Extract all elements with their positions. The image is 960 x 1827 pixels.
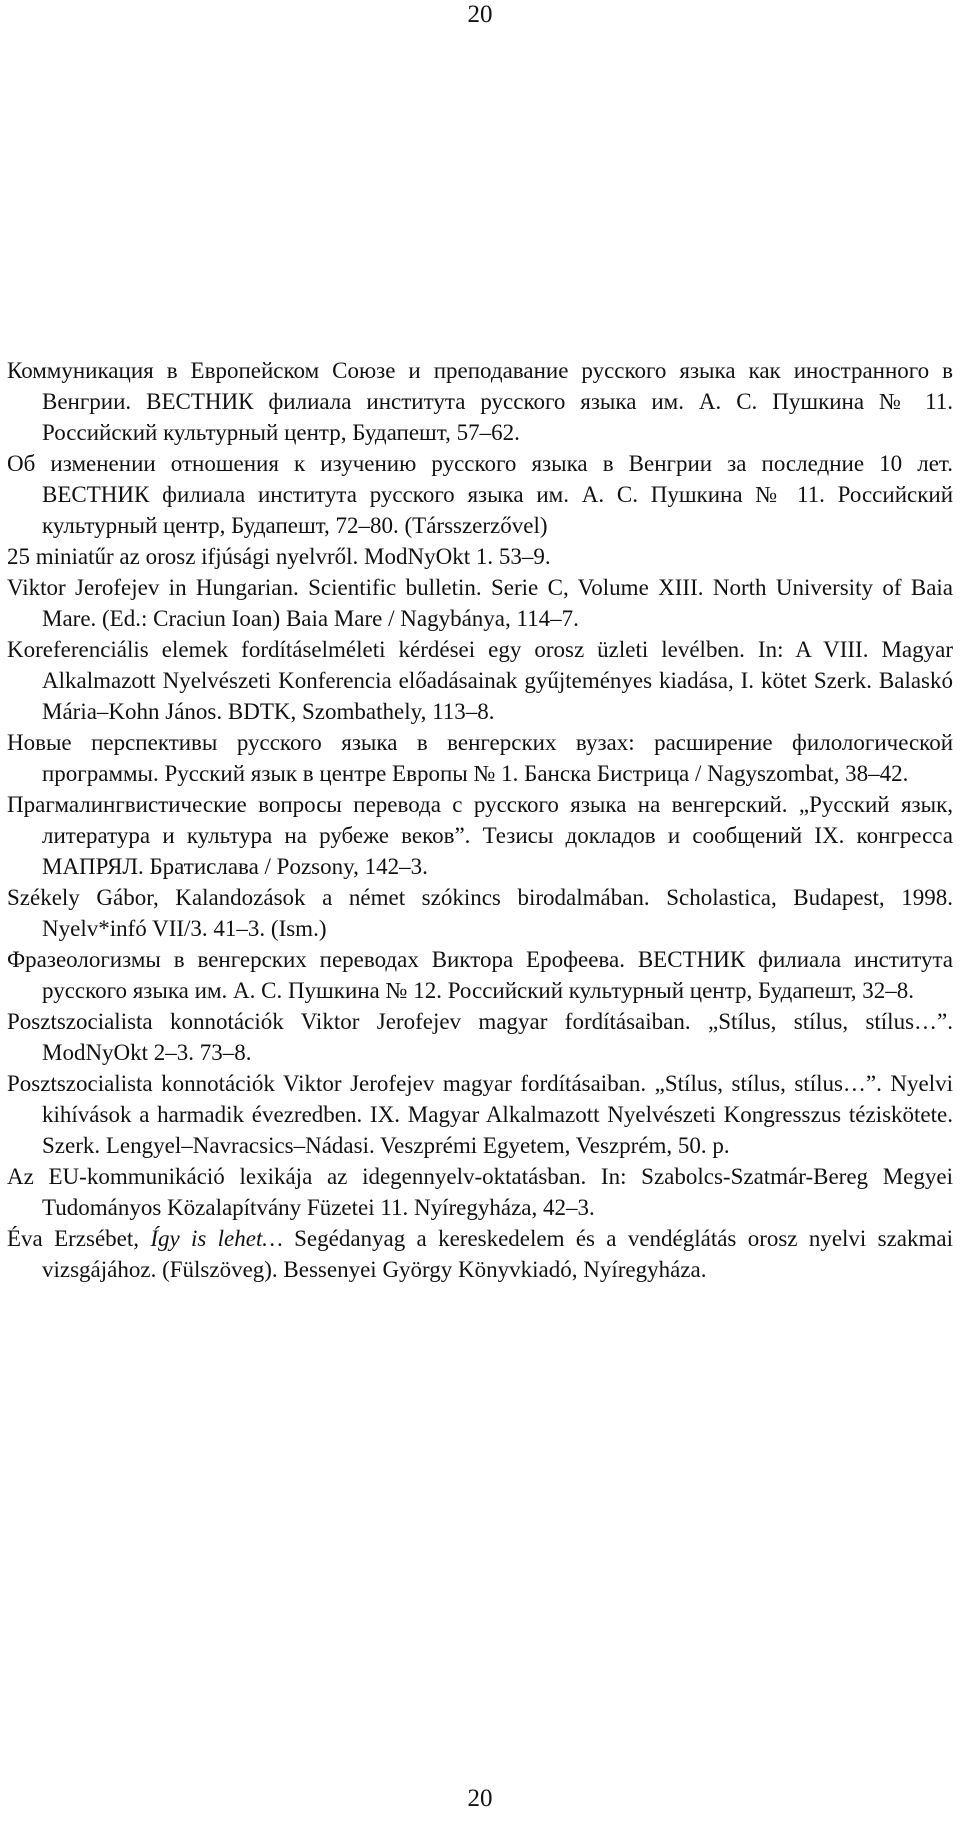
- page-number-bottom: 20: [467, 1785, 493, 1812]
- bibliography-entry: Прагмалингвистические вопросы перевода с русского языка на венгерский. „Русский язык, литература и культура на рубеже веков”. Тезисы докладов и сообщений IX. конгресса МАПРЯЛ. Братислава / Pozsony, 142–3.: [7, 792, 953, 879]
- bibliography-entry: Posztszocialista konnotációk Viktor Jerofejev magyar fordításaiban. „Stílus, stílus, stílus…”. ModNyOkt 2–3. 73–8.: [7, 1009, 953, 1065]
- bibliography-entry: Az EU-kommunikáció lexikája az idegennyelv-oktatásban. In: Szabolcs-Szatmár-Bereg Megyei Tudományos Közalapítvány Füzetei 11. Nyíregyháza, 42–3.: [7, 1164, 953, 1220]
- bibliography-entry: Székely Gábor, Kalandozások a német szókincs birodalmában. Scholastica, Budapest, 1998. Nyelv*infó VII/3. 41–3. (Ism.): [7, 885, 953, 941]
- entry-details: Segédanyag a kereskedelem és a vendéglátás orosz nyelvi szakmai vizsgájához. (Fülszöveg). Bessenyei György Könyvkiadó, Nyíregyháza.: [42, 1226, 953, 1282]
- bibliography-entry: Коммуникация в Европейском Союзе и преподавание русского языка как иностранного в Венгрии. ВЕСТНИК филиала института русского языка им. А. С. Пушкина № 11. Российский культурный центр, Будапешт, 57–62.: [7, 358, 953, 445]
- bibliography-entry: Фразеологизмы в венгерских переводах Виктора Ерофеева. ВЕСТНИК филиала института русского языка им. А. С. Пушкина № 12. Российский культурный центр, Будапешт, 32–8.: [7, 947, 953, 1003]
- entry-author: Éva Erzsébet,: [7, 1226, 151, 1251]
- bibliography-entry: Koreferenciális elemek fordításelméleti kérdései egy orosz üzleti levélben. In: A VIII. Magyar Alkalmazott Nyelvészeti Konferencia előadásainak gyűjteményes kiadása, I. kötet Szerk. Balaskó Mária–Kohn János. BDTK, Szombathely, 113–8.: [7, 637, 953, 724]
- bibliography-entry: Об изменении отношения к изучению русского языка в Венгрии за последние 10 лет. ВЕСТНИК филиала института русского языка им. А. С. Пушкина № 11. Российский культурный центр, Будапешт, 72–80. (Társszerzővel): [7, 451, 953, 538]
- page-number-top: 20: [467, 1, 493, 28]
- entry-title-italic: Így is lehet…: [150, 1226, 283, 1251]
- bibliography-entry: 25 miniatűr az orosz ifjúsági nyelvről. ModNyOkt 1. 53–9.: [7, 544, 551, 569]
- bibliography-entry: Posztszocialista konnotációk Viktor Jerofejev magyar fordításaiban. „Stílus, stílus, stílus…”. Nyelvi kihívások a harmadik évezredben. IX. Magyar Alkalmazott Nyelvészeti Kongresszus téziskötete. Szerk. Lengyel–Navracsics–Nádasi. Veszprémi Egyetem, Veszprém, 50. p.: [7, 1071, 953, 1158]
- bibliography-entry: Новые перспективы русского языка в венгерских вузах: расширение филологической программы. Русский язык в центре Европы № 1. Банска Бистрица / Nagyszombat, 38–42.: [7, 730, 953, 786]
- bibliography-list: [7, 355, 953, 1285]
- bibliography-entry: Viktor Jerofejev in Hungarian. Scientific bulletin. Serie C, Volume XIII. North University of Baia Mare. (Ed.: Craciun Ioan) Baia Mare / Nagybánya, 114–7.: [7, 575, 953, 631]
- bibliography-entry: [7, 1223, 953, 1285]
